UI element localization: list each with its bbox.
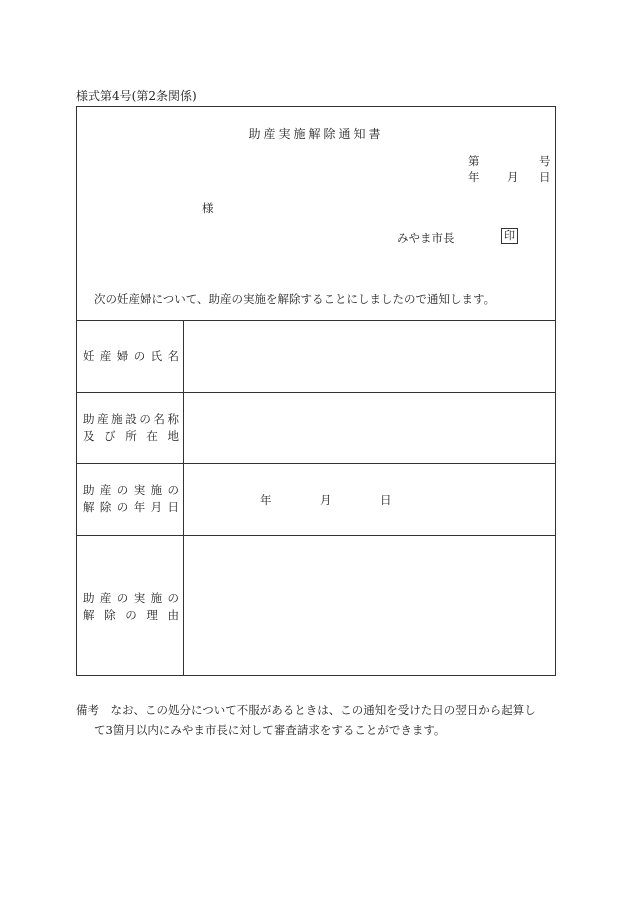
row-divider [77,535,555,536]
issuer-name: みやま市長 [397,231,455,245]
row-divider [77,320,555,321]
addressee-suffix: 様 [202,201,214,215]
seal-mark: 印 [501,228,518,244]
document-title: 助産実施解除通知書 [248,127,384,141]
remarks-line-1: 備考 なお、この処分について不服があるときは、この通知を受けた日の翌日から起算し [76,703,536,717]
form-number: 様式第4号(第2条関係) [76,89,197,103]
label-cancel-reason: 助産の実施の 解除の理由 [83,591,179,622]
label-facility: 助産施設の名称 及び所在地 [83,412,179,443]
cancel-date-month: 月 [320,493,332,507]
intro-text: 次の妊産婦について、助産の実施を解除することにしましたので通知します。 [94,292,496,306]
cancel-date-year: 年 [260,493,272,507]
label-cancel-date: 助産の実施の 解除の年月日 [83,483,179,514]
number-suffix: 号 [539,154,551,168]
remarks-line-2: て3箇月以内にみやま市長に対して審査請求をすることができます。 [94,723,446,737]
label-mother-name: 妊産婦の氏名 [83,349,179,363]
row-divider [77,463,555,464]
remarks-note [76,700,536,740]
issue-date-month: 月 [507,170,519,184]
row-divider [77,392,555,393]
column-divider [183,320,184,676]
notice-form [76,106,556,676]
cancel-date-day: 日 [380,493,392,507]
number-prefix: 第 [468,154,480,168]
issue-date-day: 日 [539,170,551,184]
issue-date-year: 年 [468,170,480,184]
